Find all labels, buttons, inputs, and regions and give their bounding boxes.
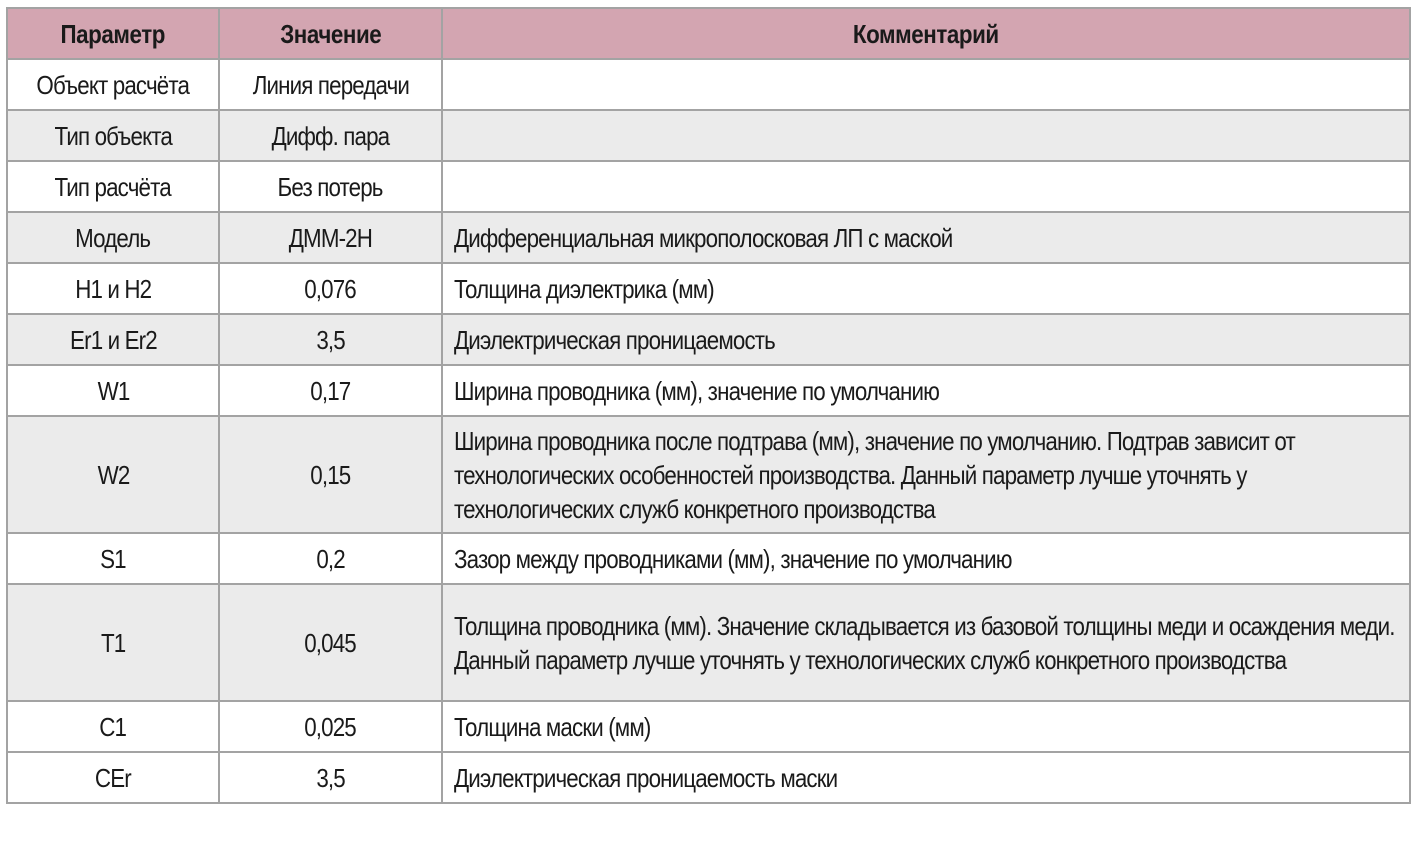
table-row	[7, 110, 1410, 161]
value-cell: 3,5	[219, 752, 442, 803]
comment-cell: Ширина проводника после подтрава (мм), значение по умолчанию. Подтрав зависит от технологических особенностей производства. Данный параметр лучше уточнять у технологических служб конкретного производства	[442, 416, 1410, 533]
value-cell: ДММ-2Н	[219, 212, 442, 263]
table-row	[7, 365, 1410, 416]
param-cell: C1	[7, 701, 219, 752]
table-row	[7, 314, 1410, 365]
value-cell: 0,025	[219, 701, 442, 752]
comment-cell	[442, 110, 1410, 161]
table-row	[7, 752, 1410, 803]
param-cell: W1	[7, 365, 219, 416]
param-cell: Тип расчёта	[7, 161, 219, 212]
param-cell: S1	[7, 533, 219, 584]
comment-cell	[442, 59, 1410, 110]
table-row	[7, 416, 1410, 533]
comment-cell: Толщина диэлектрика (мм)	[442, 263, 1410, 314]
param-cell: CEr	[7, 752, 219, 803]
table-row	[7, 701, 1410, 752]
param-cell: T1	[7, 584, 219, 701]
comment-cell: Толщина проводника (мм). Значение складывается из базовой толщины меди и осаждения меди. Данный параметр лучше уточнять у технологических служб конкретного производства	[442, 584, 1410, 701]
param-cell: W2	[7, 416, 219, 533]
table-header-row	[7, 8, 1410, 59]
comment-cell: Диэлектрическая проницаемость	[442, 314, 1410, 365]
table-row	[7, 584, 1410, 701]
value-cell: Дифф. пара	[219, 110, 442, 161]
parameters-table	[6, 7, 1411, 804]
value-cell: Линия передачи	[219, 59, 442, 110]
table-row	[7, 161, 1410, 212]
value-cell: 0,045	[219, 584, 442, 701]
value-cell: 0,15	[219, 416, 442, 533]
value-cell: 0,076	[219, 263, 442, 314]
table-row	[7, 212, 1410, 263]
param-cell: Объект расчёта	[7, 59, 219, 110]
param-cell: Тип объекта	[7, 110, 219, 161]
value-cell: 0,2	[219, 533, 442, 584]
param-cell: H1 и H2	[7, 263, 219, 314]
header-parameter: Параметр	[7, 8, 219, 59]
table-row	[7, 263, 1410, 314]
comment-cell	[442, 161, 1410, 212]
comment-cell: Ширина проводника (мм), значение по умолчанию	[442, 365, 1410, 416]
param-cell: Модель	[7, 212, 219, 263]
header-value: Значение	[219, 8, 442, 59]
param-cell: Er1 и Er2	[7, 314, 219, 365]
value-cell: Без потерь	[219, 161, 442, 212]
value-cell: 3,5	[219, 314, 442, 365]
comment-cell: Зазор между проводниками (мм), значение по умолчанию	[442, 533, 1410, 584]
comment-cell: Диэлектрическая проницаемость маски	[442, 752, 1410, 803]
value-cell: 0,17	[219, 365, 442, 416]
comment-cell: Дифференциальная микрополосковая ЛП с маской	[442, 212, 1410, 263]
table-row	[7, 59, 1410, 110]
header-comment: Комментарий	[442, 8, 1410, 59]
comment-cell: Толщина маски (мм)	[442, 701, 1410, 752]
table-row	[7, 533, 1410, 584]
